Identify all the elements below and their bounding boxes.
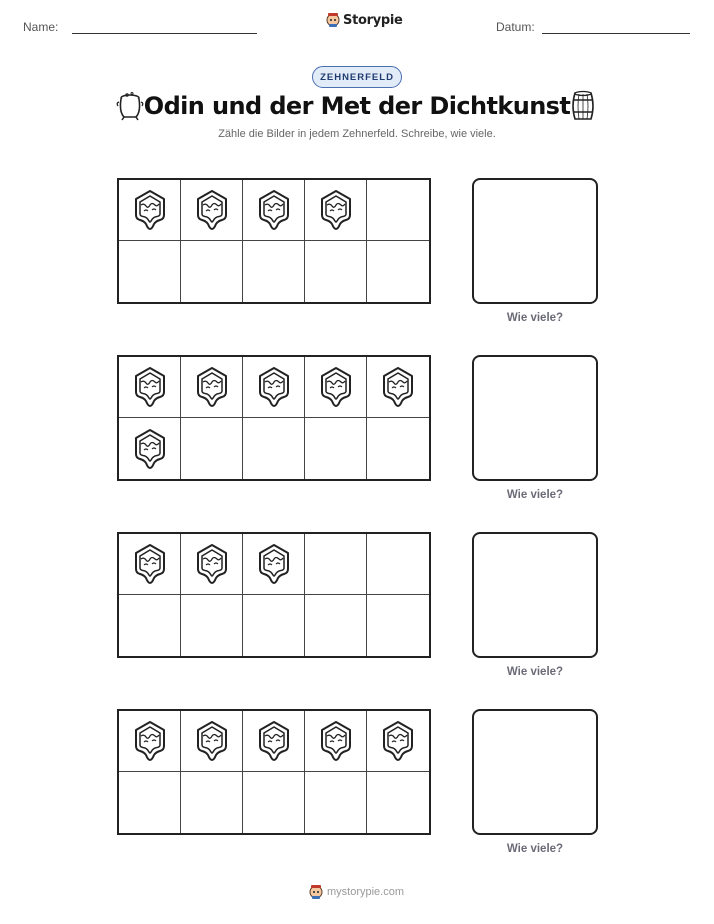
instructions: Zähle die Bilder in jedem Zehnerfeld. Schreibe, wie viele.: [218, 128, 496, 140]
frame-cell: [119, 534, 181, 595]
frame-cell: [367, 418, 429, 479]
answer-label-2: Wie viele?: [506, 489, 564, 501]
frame-cell: [181, 534, 243, 595]
frame-cell: [367, 711, 429, 772]
honey-mead-icon: [380, 366, 416, 408]
frame-cell: [305, 595, 367, 656]
frame-cell: [119, 772, 181, 833]
frame-cell: [119, 180, 181, 241]
frame-cell: [181, 595, 243, 656]
honey-mead-icon: [318, 366, 354, 408]
frame-cell: [181, 711, 243, 772]
brand-name: Storypie: [343, 12, 403, 28]
honey-mead-icon: [380, 720, 416, 762]
footer: [309, 884, 404, 900]
frame-cell: [305, 711, 367, 772]
honey-mead-icon: [256, 366, 292, 408]
honey-mead-icon: [132, 189, 168, 231]
frame-cell: [181, 241, 243, 302]
honey-mead-icon: [256, 543, 292, 585]
frame-cell: [243, 357, 305, 418]
honey-mead-icon: [132, 720, 168, 762]
frame-cell: [305, 534, 367, 595]
date-line[interactable]: [542, 33, 690, 34]
honey-mead-icon: [194, 189, 230, 231]
honey-mead-icon: [194, 366, 230, 408]
frame-cell: [305, 772, 367, 833]
frame-cell: [181, 418, 243, 479]
honey-mead-icon: [132, 428, 168, 470]
answer-box-4[interactable]: [472, 709, 598, 835]
frame-cell: [367, 357, 429, 418]
answer-label-3: Wie viele?: [506, 666, 564, 678]
answer-box-2[interactable]: [472, 355, 598, 481]
page-title: Odin und der Met der Dichtkunst: [143, 92, 571, 120]
honey-mead-icon: [318, 720, 354, 762]
footer-url: mystorypie.com: [327, 886, 405, 898]
frame-cell: [119, 357, 181, 418]
answer-box-3[interactable]: [472, 532, 598, 658]
frame-cell: [243, 595, 305, 656]
ten-frame-3: [117, 532, 431, 658]
frame-cell: [367, 534, 429, 595]
frame-cell: [119, 418, 181, 479]
honey-mead-icon: [194, 543, 230, 585]
ten-frame-1: [117, 178, 431, 304]
frame-cell: [305, 241, 367, 302]
barrel-icon: [568, 90, 598, 122]
answer-label-4: Wie viele?: [506, 843, 564, 855]
frame-cell: [181, 180, 243, 241]
frame-cell: [367, 241, 429, 302]
answer-label-1: Wie viele?: [506, 312, 564, 324]
frame-cell: [367, 595, 429, 656]
ten-frame-2: [117, 355, 431, 481]
frame-cell: [305, 418, 367, 479]
storypie-mascot-icon: [309, 884, 323, 900]
answer-box-1[interactable]: [472, 178, 598, 304]
honey-mead-icon: [194, 720, 230, 762]
frame-cell: [243, 534, 305, 595]
honey-mead-icon: [256, 720, 292, 762]
frame-cell: [181, 772, 243, 833]
frame-cell: [305, 357, 367, 418]
frame-cell: [119, 241, 181, 302]
frame-cell: [367, 772, 429, 833]
frame-cell: [119, 711, 181, 772]
frame-cell: [243, 711, 305, 772]
category-badge: ZEHNERFELD: [312, 66, 402, 88]
name-label: Name:: [23, 20, 59, 34]
date-label: Datum:: [496, 20, 535, 34]
honey-mead-icon: [318, 189, 354, 231]
frame-cell: [367, 180, 429, 241]
storypie-mascot-icon: [326, 12, 340, 28]
frame-cell: [119, 595, 181, 656]
frame-cell: [243, 418, 305, 479]
ten-frame-4: [117, 709, 431, 835]
frame-cell: [243, 241, 305, 302]
honey-mead-icon: [132, 366, 168, 408]
frame-cell: [243, 772, 305, 833]
honey-mead-icon: [132, 543, 168, 585]
frame-cell: [243, 180, 305, 241]
frame-cell: [181, 357, 243, 418]
honey-mead-icon: [256, 189, 292, 231]
brand-logo: [326, 12, 403, 28]
name-line[interactable]: [72, 33, 257, 34]
frame-cell: [305, 180, 367, 241]
